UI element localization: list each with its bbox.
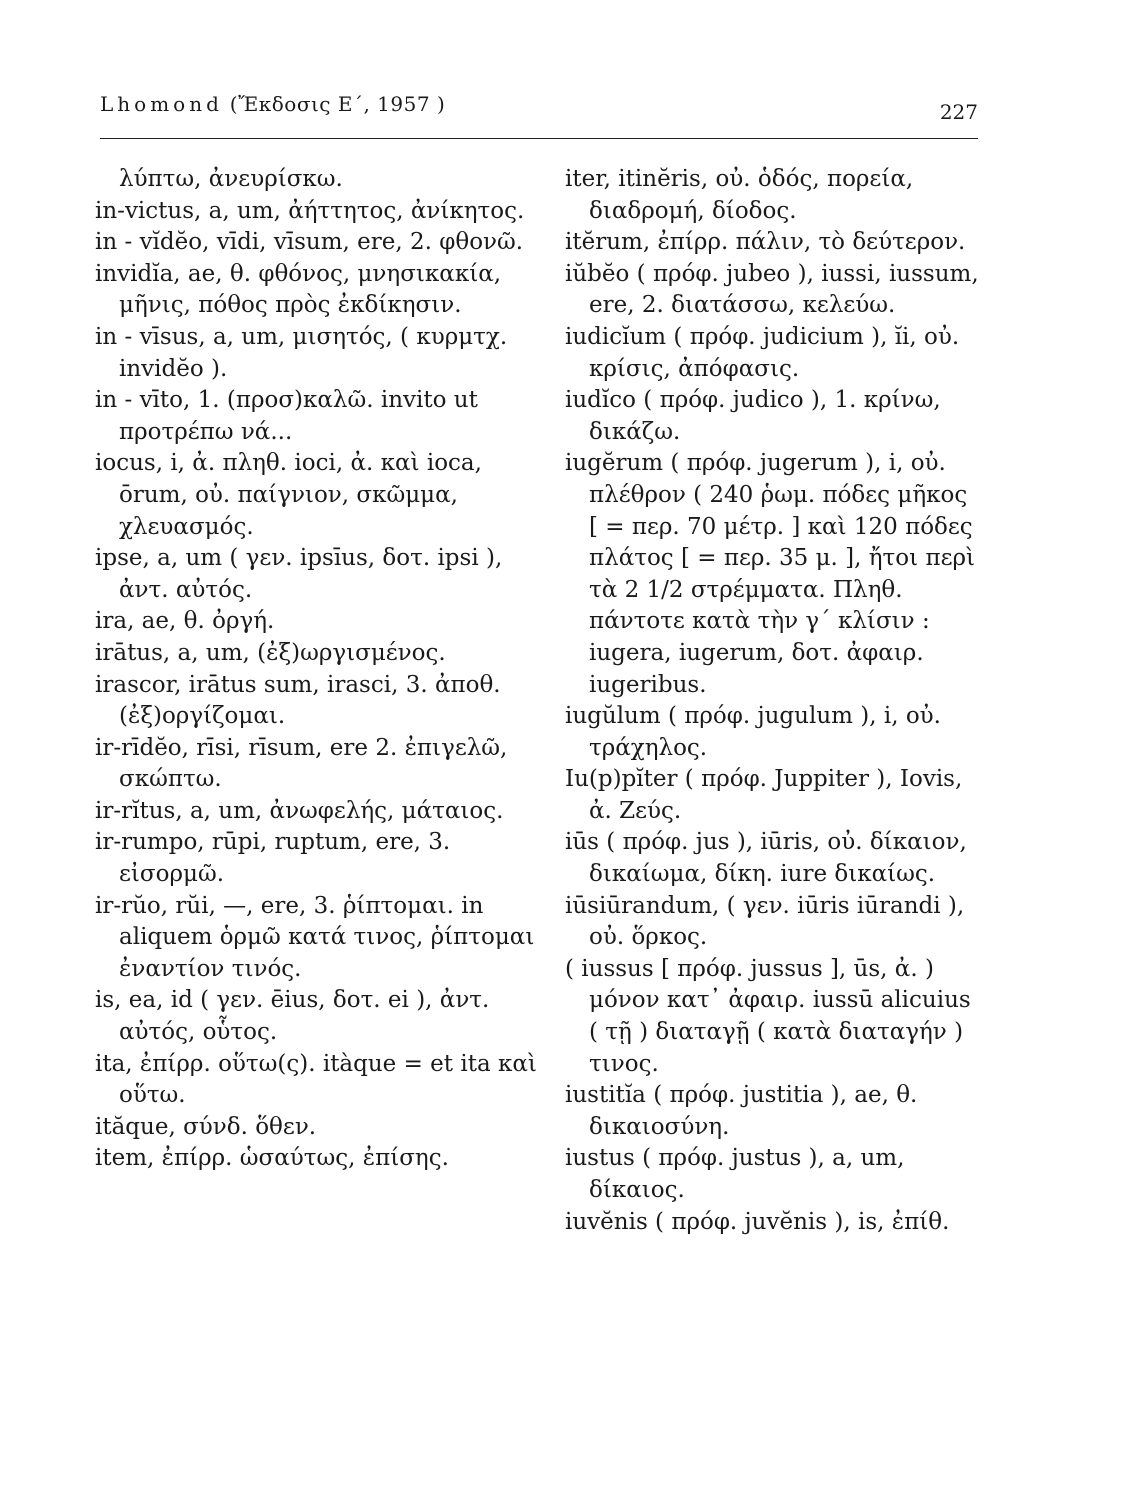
- dictionary-entry: in - vīsus, a, um, μισητός, ( κυρμτχ. invidĕo ).: [95, 323, 508, 382]
- right-column: [565, 164, 983, 1238]
- dictionary-entry: iuvĕnis ( πρόφ. juvĕnis ), is, ἐπίθ.: [565, 1208, 950, 1235]
- dictionary-entry: iūsiūrandum, ( γεν. iūris iūrandi ), οὐ. ὅρκος.: [565, 892, 965, 951]
- dictionary-entry: iustitĭa ( πρόφ. justitia ), ae, θ. δικαιοσύνη.: [565, 1082, 918, 1140]
- dictionary-entry: iŭbĕo ( πρόφ. jubeo ), iussi, iussum, ere, 2. διατάσσω, κελεύω.: [565, 260, 979, 319]
- dictionary-entry: is, ea, id ( γεν. ēius, δοτ. ei ), ἀντ. αὐτός, οὗτος.: [95, 987, 490, 1046]
- dictionary-entry: ir-rīdĕo, rīsi, rīsum, ere 2. ἐπιγελῶ, σκώπτω.: [95, 734, 508, 793]
- dictionary-entry: invidĭa, ae, θ. φθόνος, μνησικακία, μῆνις, πόθος πρὸς ἐκδίκησιν.: [95, 260, 502, 319]
- dictionary-entry: ipse, a, um ( γεν. ipsīus, δοτ. ipsi ), ἀντ. αὐτός.: [95, 545, 503, 603]
- dictionary-entry: in - vīto, 1. (προσ)καλῶ. invito ut προτρέπω νά...: [95, 387, 478, 445]
- running-header: [100, 92, 978, 132]
- dictionary-entry: λύπτω, ἀνευρίσκω.: [119, 166, 343, 192]
- dictionary-entry: iūs ( πρόφ. jus ), iūris, οὐ. δίκαιον, δικαίωμα, δίκη. iure δικαίως.: [565, 829, 967, 888]
- page-number: 227: [939, 100, 978, 124]
- dictionary-entry: iustus ( πρόφ. justus ), a, um, δίκαιος.: [565, 1145, 905, 1203]
- dictionary-entry: ira, ae, θ. ὀργή.: [95, 608, 275, 635]
- header-rule: [100, 138, 978, 139]
- dictionary-entry: ita, ἐπίρρ. οὕτω(ς). itàque = et ita καὶ οὕτω.: [95, 1050, 537, 1109]
- dictionary-entry: iugĕrum ( πρόφ. jugerum ), i, οὐ. πλέθρον ( 240 ῥωμ. πόδες μῆκος [ = περ. 70 μέτρ. ] καὶ 120 πόδες πλάτος [ = περ. 35 μ. ], ἤτοι περὶ τὰ 2 1/2 στρέμματα. Πληθ. πάντοτε κατὰ τὴν γ΄ κλίσιν : iugera, iugerum, δοτ. ἀφαιρ. iugeribus.: [565, 450, 976, 698]
- dictionary-entry: ir-rumpo, rūpi, ruptum, ere, 3. εἰσορμῶ.: [95, 829, 451, 888]
- dictionary-entry: Iu(p)pĭter ( πρόφ. Juppiter ), Iovis, ἀ. Ζεύς.: [565, 766, 963, 824]
- dictionary-entry: ir-rŭo, rŭi, —, ere, 3. ῥίπτομαι. in aliquem ὁρμῶ κατά τινος, ῥίπτομαι ἐναντίον τινός.: [95, 892, 535, 982]
- dictionary-entry: iugŭlum ( πρόφ. jugulum ), i, οὐ. τράχηλος.: [565, 703, 941, 761]
- header-author: Lhomond: [100, 92, 223, 116]
- dictionary-entry: ir-rĭtus, a, um, ἀνωφελής, μάταιος.: [95, 797, 504, 824]
- dictionary-entry: iocus, i, ἀ. πληθ. ioci, ἀ. καὶ ioca, ōrum, οὐ. παίγνιον, σκῶμμα, χλευασμός.: [95, 450, 482, 540]
- dictionary-entry: in - vĭdĕo, vīdi, vīsum, ere, 2. φθονῶ.: [95, 229, 524, 256]
- dictionary-entry: irascor, irātus sum, irasci, 3. ἀποθ. (ἐξ)οργίζομαι.: [95, 671, 501, 730]
- dictionary-entry: item, ἐπίρρ. ὡσαύτως, ἐπίσης.: [95, 1145, 449, 1172]
- dictionary-entry: irātus, a, um, (ἐξ)ωργισμένος.: [95, 639, 446, 666]
- dictionary-entry: ităque, σύνδ. ὅθεν.: [95, 1113, 317, 1140]
- dictionary-entry: itĕrum, ἐπίρρ. πάλιν, τὸ δεύτερον.: [565, 229, 966, 256]
- left-column: [95, 164, 545, 1175]
- dictionary-entry: iter, itinĕris, οὐ. ὁδός, πορεία, διαδρομή, δίοδος.: [565, 166, 914, 224]
- dictionary-entry: iudĭco ( πρόφ. judico ), 1. κρίνω, δικάζω.: [565, 387, 941, 445]
- header-edition: (Ἔκδοσις Ε΄, 1957 ): [229, 92, 446, 116]
- dictionary-entry: in-victus, a, um, ἀήττητος, ἀνίκητος.: [95, 197, 525, 224]
- header-title: [100, 92, 445, 116]
- dictionary-entry: iudicĭum ( πρόφ. judicium ), ĭi, οὐ. κρίσις, ἀπόφασις.: [565, 323, 960, 382]
- dictionary-entry: ( iussus [ πρόφ. jussus ], ūs, ἀ. ) μόνον κατ᾽ ἀφαιρ. iussū alicuius ( τῇ ) διαταγῇ ( κατὰ διαταγήν ) τινος.: [565, 955, 971, 1077]
